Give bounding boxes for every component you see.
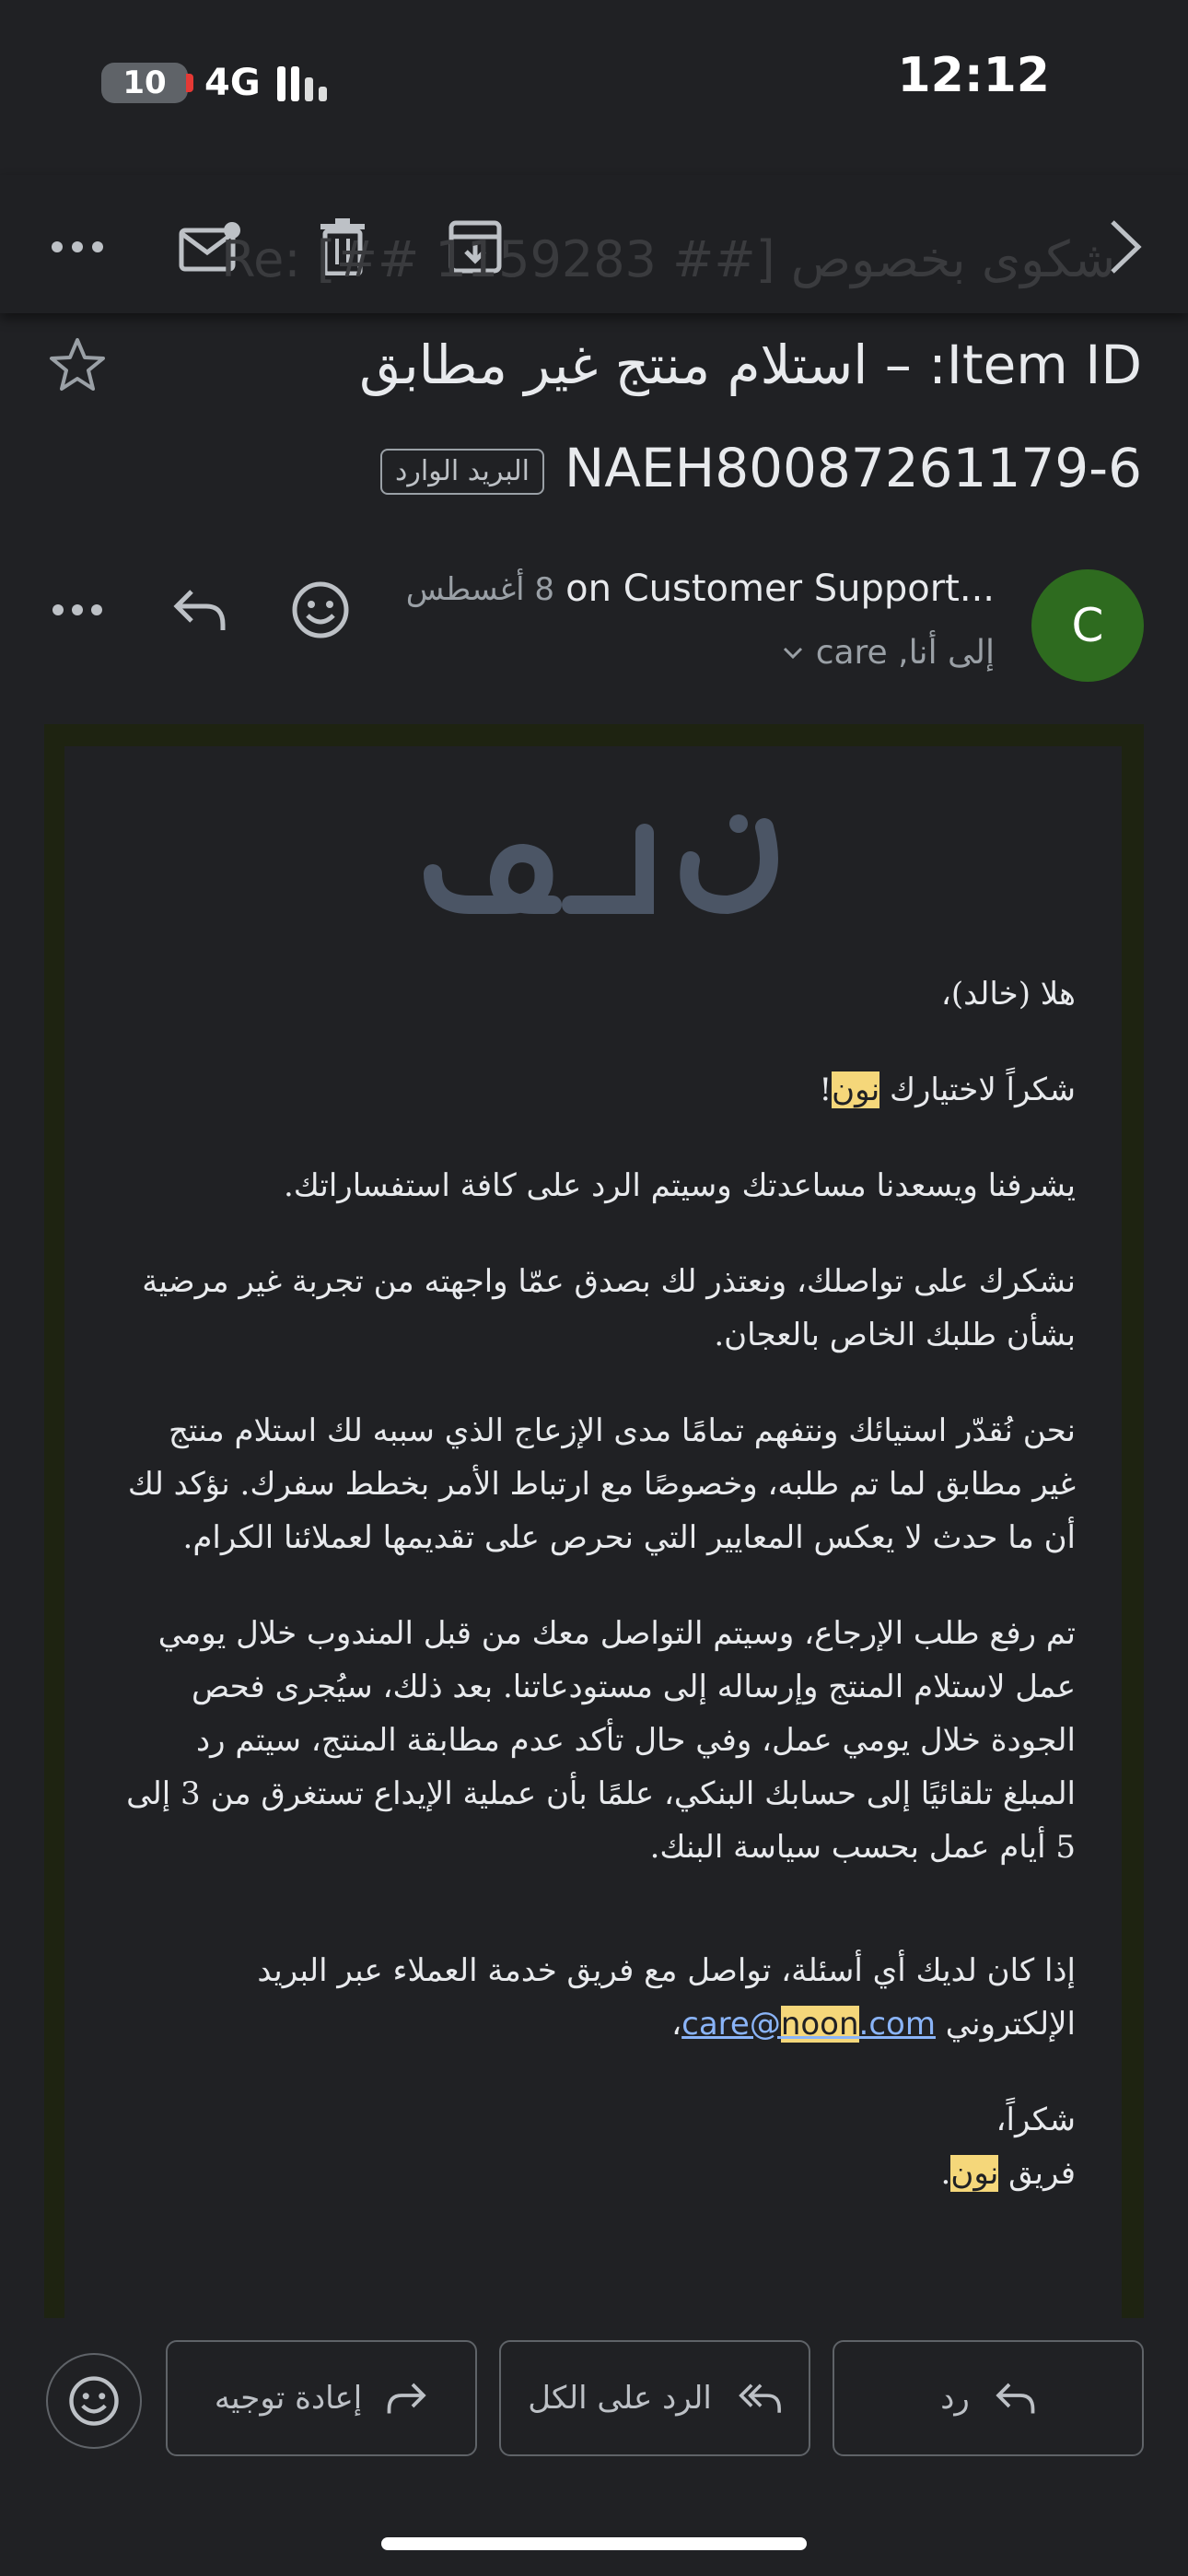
team-punct: . bbox=[940, 2155, 951, 2192]
paragraph-3: نحن نُقدّر استيائك ونتفهم تمامًا مدى الإزعاج الذي سببه لك استلام منتج غير مطابق لما تم طلبه، وخصوصًا مع ارتباط الأمر بخطط سفرك. نؤكد لك أن ما حدث لا يعكس المعايير التي نحرص على تقديمها لعملائنا الكرام. bbox=[127, 1412, 1076, 1556]
star-icon[interactable] bbox=[48, 335, 107, 394]
email-date: 8 أغسطس bbox=[405, 571, 554, 608]
recipients-toggle[interactable] bbox=[783, 634, 995, 672]
reply-all-button[interactable] bbox=[499, 2340, 810, 2456]
reply-all-label: الرد على الكل bbox=[528, 2380, 712, 2417]
subject-line-2: NAEH80087261179-6 bbox=[564, 437, 1142, 499]
status-indicators bbox=[101, 57, 327, 109]
email-body bbox=[64, 746, 1122, 2318]
contact-text: إذا كان لديك أي أسئلة، تواصل مع فريق خدمة العملاء عبر البريد الإلكتروني bbox=[257, 1952, 1076, 2043]
reply-all-icon bbox=[736, 2382, 782, 2415]
sender-avatar[interactable]: C bbox=[1031, 569, 1144, 682]
thanks-line bbox=[118, 1063, 1076, 1117]
status-bar bbox=[0, 0, 1188, 157]
brand-highlight: نون bbox=[832, 1071, 880, 1108]
signoff: شكراً، bbox=[996, 2102, 1076, 2138]
thanks-text: شكراً لاختيارك bbox=[879, 1071, 1076, 1108]
chevron-down-icon bbox=[783, 647, 803, 660]
forward-icon bbox=[386, 2382, 428, 2415]
emoji-reaction-button[interactable] bbox=[46, 2353, 142, 2449]
paragraph-4: تم رفع طلب الإرجاع، وسيتم التواصل معك من قبل المندوب خلال يومي عمل لاستلام المنتج وإرساله إلى مستودعاتنا. بعد ذلك، سيُجرى فحص الجودة خلال يومي عمل، وفي حال تأكد عدم مطابقة المنتج، سيتم رد المبلغ تلقائيًا إلى حسابك البنكي، علمًا بأن عملية الإيداع تستغرق من 3 إلى 5 أيام عمل بحسب سياسة البنك. bbox=[126, 1615, 1076, 1866]
home-indicator[interactable] bbox=[381, 2537, 807, 2550]
inbox-label-chip[interactable]: البريد الوارد bbox=[380, 449, 544, 495]
recipients-text: إلى أنا, care bbox=[815, 634, 995, 672]
email-tld: .com bbox=[858, 2006, 936, 2043]
reply-icon bbox=[994, 2382, 1036, 2415]
forward-button[interactable] bbox=[166, 2340, 477, 2456]
reply-button[interactable] bbox=[833, 2340, 1144, 2456]
sender-name[interactable]: on Customer Support... bbox=[565, 568, 995, 610]
paragraph-1: يشرفنا ويسعدنا مساعدتك وسيتم الرد على كافة استفساراتك. bbox=[283, 1167, 1076, 1204]
team-brand-highlight: نون bbox=[950, 2155, 999, 2192]
emoji-reaction-icon[interactable] bbox=[287, 577, 354, 643]
signal-icon bbox=[277, 64, 327, 101]
battery-indicator bbox=[101, 63, 188, 103]
forward-label: إعادة توجيه bbox=[214, 2380, 363, 2417]
support-email-link[interactable] bbox=[681, 2006, 936, 2043]
more-horizontal-icon[interactable] bbox=[44, 577, 111, 643]
email-domain-highlight: noon bbox=[780, 2006, 859, 2043]
email-message bbox=[118, 967, 1076, 2200]
collapsed-subject: شكوى بخصوص [## 1159283 ##] :Re bbox=[221, 230, 1116, 288]
paragraph-5 bbox=[118, 1944, 1076, 2051]
greeting: هلا (خالد)، bbox=[940, 976, 1076, 1013]
noon-logo bbox=[414, 796, 783, 925]
clock: 12:12 bbox=[897, 48, 1050, 103]
email-subject bbox=[147, 313, 1142, 520]
more-horizontal-icon[interactable] bbox=[44, 214, 111, 280]
paragraph-2: نشكرك على تواصلك، ونعتذر لك بصدق عمّا واجهته من تجربة غير مرضية بشأن طلبك الخاص بالعجان. bbox=[142, 1263, 1076, 1353]
signoff-block bbox=[118, 2093, 1076, 2200]
reply-label: رد bbox=[940, 2380, 970, 2417]
reply-icon[interactable] bbox=[166, 577, 232, 643]
team-text: فريق bbox=[998, 2155, 1076, 2192]
emoji-icon bbox=[68, 2375, 120, 2427]
subject-line-1: Item ID: – استلام منتج غير مطابق bbox=[359, 334, 1142, 396]
network-type: 4G bbox=[204, 62, 261, 104]
email-user: care@ bbox=[681, 2006, 781, 2043]
battery-level: 10 bbox=[122, 64, 167, 101]
thanks-punct: ! bbox=[819, 1071, 833, 1108]
contact-punct: ، bbox=[671, 2006, 682, 2043]
